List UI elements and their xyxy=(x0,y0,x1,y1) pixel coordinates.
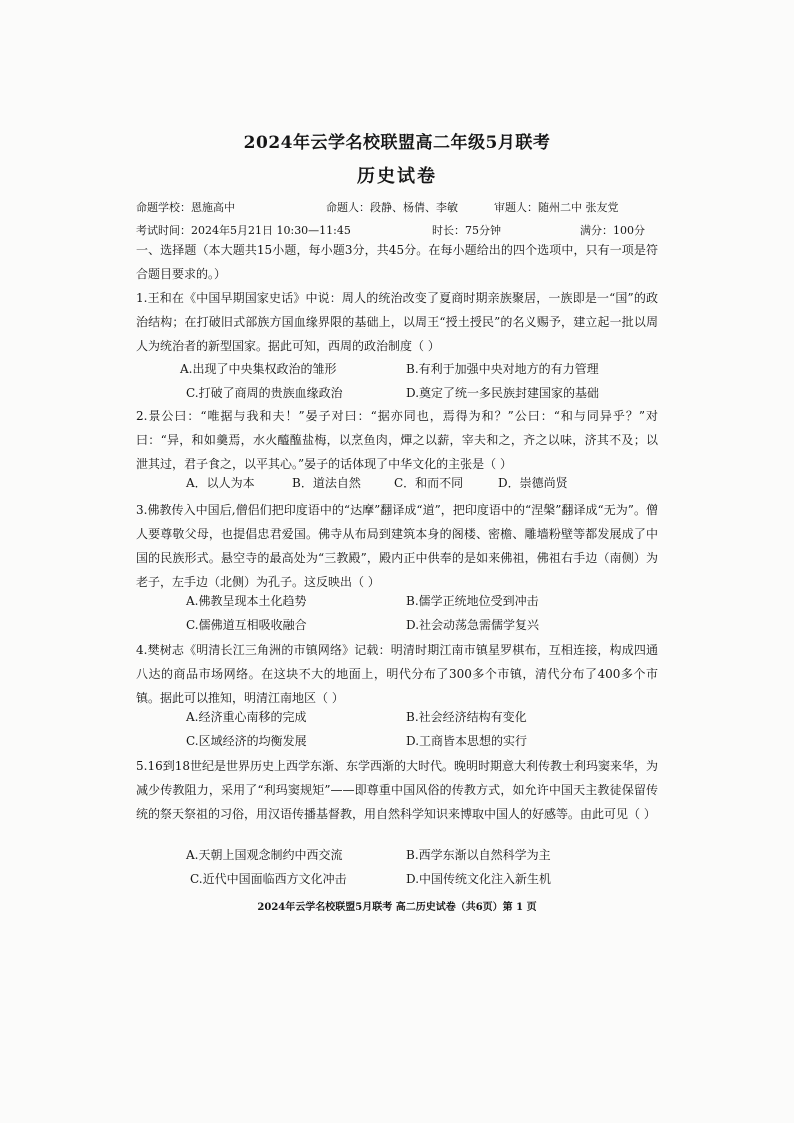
exam-score: 满分：100分 xyxy=(580,224,645,237)
option-b: B．道法自然 xyxy=(292,476,361,490)
question-4 xyxy=(136,638,658,710)
option-c: C.近代中国面临西方文化冲击 xyxy=(190,872,347,886)
option-b: B.社会经济结构有变化 xyxy=(406,710,527,724)
question-2-options xyxy=(180,474,650,498)
exam-title: 2024年云学名校联盟高二年级5月联考 xyxy=(243,133,551,153)
question-4-options xyxy=(180,708,650,756)
question-1-options xyxy=(180,360,650,408)
question-stem: 3.佛教传入中国后,僧侣们把印度语中的“达摩”翻译成“道”，把印度语中的“涅槃”翻译成“无为”。僧人要尊敬父母，也提倡忠君爱国。佛寺从布局到建筑本身的阁楼、密檐、雕墙粉壁等都发展成了中国的民族形式。悬空寺的最高处为“三教殿”，殿内正中供奉的是如来佛祖，佛祖右手边（南侧）为老子，左手边（北侧）为孔子。这反映出（ ） xyxy=(136,503,658,589)
option-c: C.区域经济的均衡发展 xyxy=(186,734,307,748)
option-c: C.打破了商周的贵族血缘政治 xyxy=(186,386,343,400)
question-stem: 1.王和在《中国早期国家史话》中说：周人的统治改变了夏商时期亲族聚居，一族即是一“国”的政治结构；在打破旧式部族方国血缘界限的基础上，以周王“授土授民”的名义赐予，建立起一批以周人为统治者的新型国家。据此可知，西周的政治制度（ ） xyxy=(136,291,658,353)
option-c: C．和而不同 xyxy=(394,476,464,490)
question-stem: 2.景公曰：“唯据与我和夫！”晏子对曰：“据亦同也，焉得为和？”公曰：“和与同异乎？”对曰：“异，和如羹焉，水火醯醢盐梅，以烹鱼肉，燀之以薪，宰夫和之，齐之以味，济其不及；以泄其过，君子食之，以平其心。”晏子的话体现了中华文化的主张是（ ） xyxy=(136,409,658,471)
section-instruction xyxy=(136,238,658,286)
question-2 xyxy=(136,404,658,476)
option-d: D.奠定了统一多民族封建国家的基础 xyxy=(406,386,600,400)
exam-duration: 时长：75分钟 xyxy=(432,224,501,237)
school-label: 命题学校：恩施高中 xyxy=(136,201,235,214)
option-a: A.佛教呈现本土化趋势 xyxy=(186,594,307,608)
option-c: C.儒佛道互相吸收融合 xyxy=(186,618,307,632)
option-a: A.天朝上国观念制约中西交流 xyxy=(186,848,343,862)
option-b: B.儒学正统地位受到冲击 xyxy=(406,594,539,608)
option-d: D.中国传统文化注入新生机 xyxy=(406,872,552,886)
option-d: D.工商皆本思想的实行 xyxy=(406,734,528,748)
question-stem: 5.16到18世纪是世界历史上西学东渐、东学西渐的大时代。晚明时期意大利传教士利玛窦来华，为减少传教阻力，采用了“利玛窦规矩”——即尊重中国风俗的传教方式，如允许中国天主教徒保留传统的祭天祭祖的习俗，用汉语传播基督教，用自然科学知识来博取中国人的好感等。由此可见（ ） xyxy=(136,759,658,821)
setters-label: 命题人：段静、杨倩、李敏 xyxy=(326,201,458,214)
section-instruction-text: 一、选择题（本大题共15小题，每小题3分，共45分。在每小题给出的四个选项中，只有一项是符合题目要求的。） xyxy=(136,243,658,281)
question-5 xyxy=(136,754,658,826)
page-footer: 2024年云学名校联盟5月联考 高二历史试卷（共6页）第 1 页 xyxy=(257,902,537,913)
option-b: B.有利于加强中央对地方的有力管理 xyxy=(406,362,599,376)
exam-subject: 历史试卷 xyxy=(357,166,437,187)
exam-meta-row-1 xyxy=(136,199,676,215)
question-3 xyxy=(136,498,658,594)
option-a: A.出现了中央集权政治的雏形 xyxy=(180,362,337,376)
question-3-options xyxy=(180,592,650,640)
question-5-options xyxy=(180,846,650,894)
reviewer-label: 审题人：随州二中 张友党 xyxy=(494,201,619,214)
exam-time: 考试时间：2024年5月21日 10:30—11:45 xyxy=(136,224,351,237)
option-d: D．崇德尚贤 xyxy=(498,476,568,490)
option-a: A．以人为本 xyxy=(186,476,255,490)
option-b: B.西学东渐以自然科学为主 xyxy=(406,848,551,862)
question-stem: 4.樊树志《明清长江三角洲的市镇网络》记载：明清时期江南市镇星罗棋布，互相连接，构成四通八达的商品市场网络。在这块不大的地面上，明代分布了300多个市镇，清代分布了400多个市镇。据此可以推知，明清江南地区（ ） xyxy=(136,643,658,705)
exam-meta-row-2 xyxy=(136,222,676,238)
option-a: A.经济重心南移的完成 xyxy=(186,710,307,724)
question-1 xyxy=(136,286,658,358)
option-d: D.社会动荡急需儒学复兴 xyxy=(406,618,540,632)
